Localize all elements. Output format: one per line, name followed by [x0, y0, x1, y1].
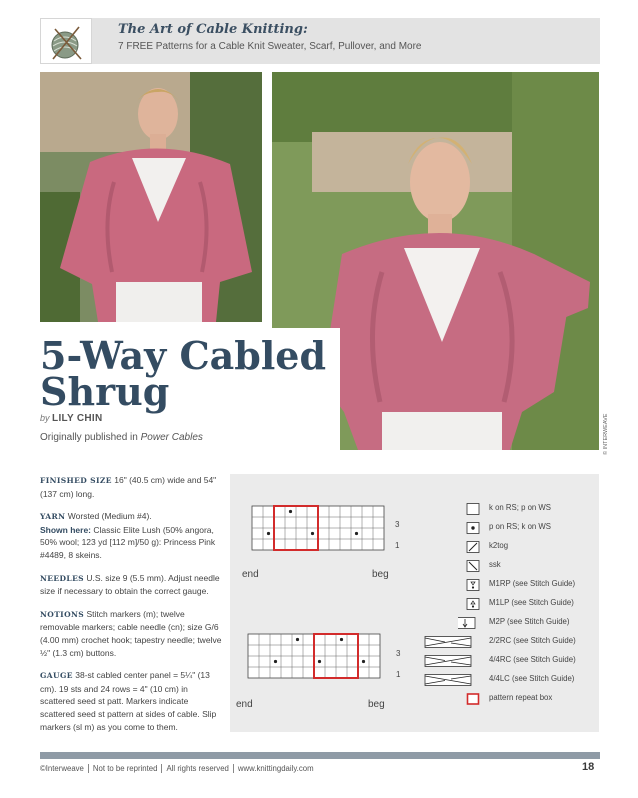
legend-label: M1RP (see Stitch Guide) [489, 579, 576, 588]
notions-text: Stitch markers (m); twelve removable markers; cable needle (cn); size G/6 (4.00 mm) crochet hook; tapestry needle; twelve ½" (1.3 cm) buttons. [40, 608, 222, 658]
yarn-ball-logo [40, 18, 92, 64]
page-number: 18 [582, 761, 595, 773]
needles [40, 572, 222, 598]
pattern-details [40, 474, 222, 743]
stitch-chart-bottom [236, 630, 420, 716]
yarn-ball-icon [41, 19, 93, 65]
footer-bar [40, 752, 600, 759]
legend-label: p on RS; k on WS [489, 522, 551, 531]
legend-item [466, 692, 596, 706]
yarn-text: Worsted (Medium #4). [67, 511, 152, 522]
top-chart-row-3: 3 [395, 520, 400, 529]
top-chart-beg-label: beg [372, 569, 389, 580]
m2p-icon [458, 617, 480, 629]
shown-here-text: Classic Elite Lush (50% angora, 50% wool; 123 yd [112 m]/50 g): Princess Pink #4489, 8 skeins. [40, 524, 216, 560]
legend-label: M1LP (see Stitch Guide) [489, 598, 574, 607]
origin-source: Power Cables [140, 432, 203, 443]
by-prefix: by [40, 413, 50, 423]
yarn-label: YARN [40, 512, 66, 522]
cable-4-4-lc-icon [418, 674, 478, 686]
bottom-chart-end-label: end [236, 699, 253, 710]
legend-item [466, 502, 596, 516]
footer-website-link[interactable]: www.knittingdaily.com [237, 764, 314, 773]
legend-label: 4/4LC (see Stitch Guide) [489, 674, 575, 683]
shown-here-label: Shown here: [40, 524, 92, 535]
legend-item [466, 597, 596, 611]
yarn [40, 510, 222, 561]
legend-item [466, 673, 596, 687]
finished-size [40, 474, 222, 500]
k2tog-icon [466, 541, 480, 553]
legend-item [466, 616, 596, 630]
legend-label: 2/2RC (see Stitch Guide) [489, 636, 576, 645]
legend-label: 4/4RC (see Stitch Guide) [489, 655, 576, 664]
footer-not-reprinted: Not to be reprinted [92, 764, 158, 773]
header-subtitle: 7 FREE Patterns for a Cable Knit Sweater, Scarf, Pullover, and More [118, 41, 422, 52]
ssk-icon [466, 560, 480, 572]
legend-label: ssk [489, 560, 501, 569]
footer-rights: All rights reserved [166, 764, 229, 773]
cable-2-2-rc-icon [418, 636, 478, 648]
legend-label: k on RS; p on WS [489, 503, 551, 512]
notions-label: NOTIONS [40, 609, 85, 619]
purl-stitch-icon [466, 522, 480, 534]
footer-text [40, 764, 314, 773]
cable-4-4-rc-icon [418, 655, 478, 667]
header-title: The Art of Cable Knitting: [118, 22, 308, 37]
legend-item [466, 654, 596, 668]
model-photo-small [40, 72, 262, 322]
legend-item [466, 540, 596, 554]
gauge-label: GAUGE [40, 671, 73, 681]
gauge-text: 38-st cabled center panel = 5¼" (13 cm). 19 sts and 24 rows = 4" (10 cm) in scattered seed st patt. Markers indicate scattered seed st pattern at sides of cable. Slip markers (sl m) as you come to them. [40, 670, 217, 732]
pattern-title-line2: Shrug [40, 369, 170, 414]
origin-line [40, 432, 203, 443]
top-chart-end-label: end [242, 569, 259, 580]
author-name: LILY CHIN [52, 413, 103, 424]
legend-label: k2tog [489, 541, 509, 550]
legend-label: pattern repeat box [489, 693, 553, 702]
footer-copyright: ©Interweave [40, 764, 84, 773]
needles-text: U.S. size 9 (5.5 mm). Adjust needle size if necessary to obtain the correct gauge. [40, 572, 220, 597]
notions [40, 608, 222, 659]
legend-item [466, 559, 596, 573]
legend-label: M2P (see Stitch Guide) [489, 617, 570, 626]
gauge [40, 669, 222, 733]
origin-prefix: Originally published in [40, 432, 138, 443]
bottom-chart-beg-label: beg [368, 699, 385, 710]
finished-size-label: FINISHED SIZE [40, 476, 112, 485]
bottom-chart-row-3: 3 [396, 649, 401, 658]
repeat-box-icon [466, 693, 480, 705]
pattern-title-line1: 5-Way Cabled [40, 333, 327, 378]
m1rp-icon [466, 579, 480, 591]
legend-item [466, 635, 596, 649]
knit-stitch-icon [466, 503, 480, 515]
legend-item [466, 578, 596, 592]
bottom-chart-row-1: 1 [396, 670, 401, 679]
needles-label: NEEDLES [40, 573, 84, 583]
legend-item [466, 521, 596, 535]
finished-size-text: 16" (40.5 cm) wide and 54" (137 cm) long. [40, 475, 217, 499]
photo-credit: © INTERWEAVE [603, 413, 609, 455]
stitch-chart-top [240, 500, 420, 590]
byline [40, 413, 103, 424]
m1lp-icon [466, 598, 480, 610]
top-chart-row-1: 1 [395, 541, 400, 550]
